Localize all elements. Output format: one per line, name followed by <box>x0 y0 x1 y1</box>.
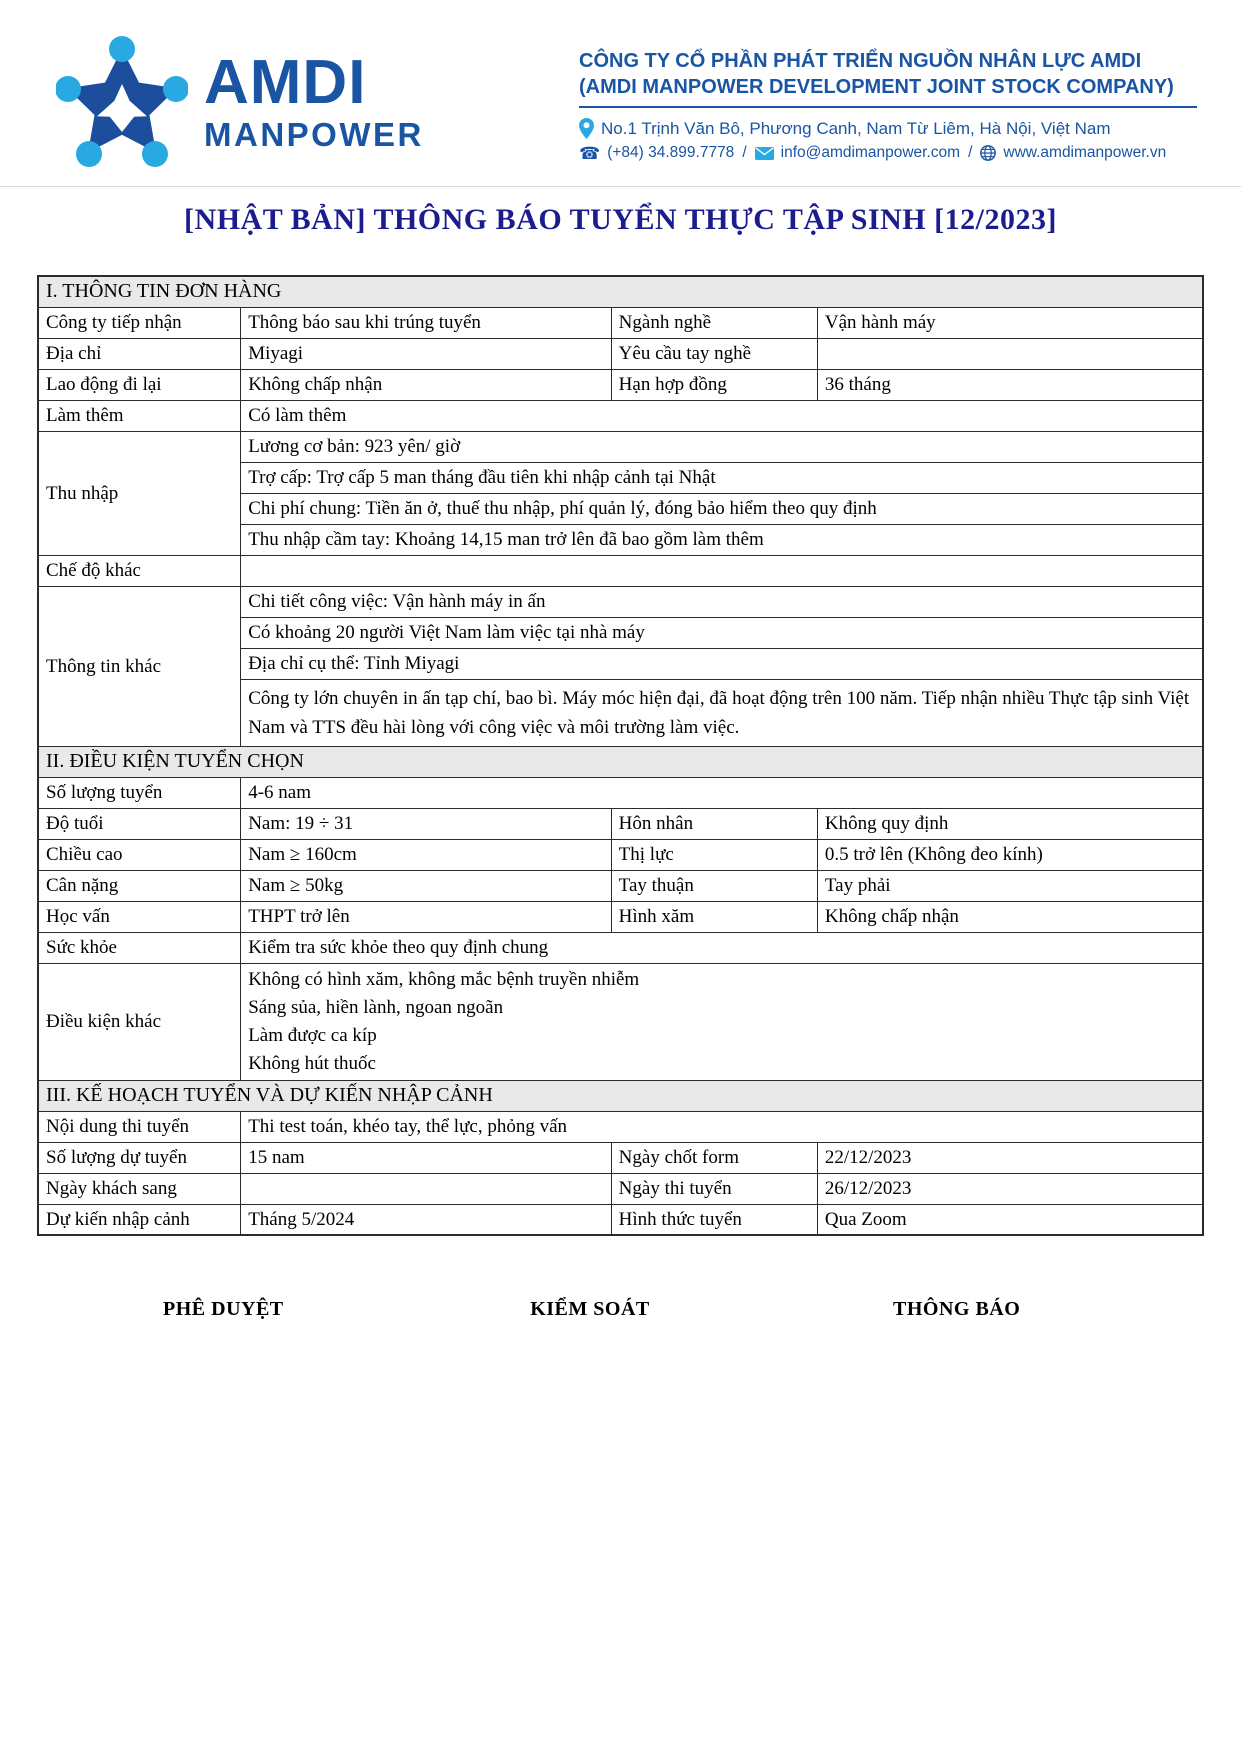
row-value: Nam ≥ 160cm <box>241 839 611 870</box>
section-1-heading: I. THÔNG TIN ĐƠN HÀNG <box>38 276 1203 307</box>
row-label: Độ tuổi <box>38 808 241 839</box>
separator: / <box>968 144 973 161</box>
row-label: Công ty tiếp nhận <box>38 307 241 338</box>
row-value: 22/12/2023 <box>817 1142 1203 1173</box>
other-info-line: Địa chỉ cụ thể: Tỉnh Miyagi <box>241 648 1203 679</box>
recruitment-table <box>37 275 1204 1236</box>
row-label: Ngày khách sang <box>38 1173 241 1204</box>
row-value: Không chấp nhận <box>817 901 1203 932</box>
row-label: Ngày thi tuyển <box>611 1173 817 1204</box>
table-row <box>38 400 1203 431</box>
table-row <box>38 1142 1203 1173</box>
globe-icon <box>980 145 996 161</box>
website-url: www.amdimanpower.vn <box>1003 144 1167 161</box>
row-value: Không chấp nhận <box>241 369 611 400</box>
row-value: Có làm thêm <box>241 400 1203 431</box>
row-value: Thi test toán, khéo tay, thể lực, phỏng vấn <box>241 1111 1203 1142</box>
location-pin-icon <box>579 118 594 139</box>
table-row <box>38 870 1203 901</box>
income-line: Lương cơ bản: 923 yên/ giờ <box>241 431 1203 462</box>
address-row <box>579 118 1197 139</box>
row-label: Học vấn <box>38 901 241 932</box>
phone-icon: ☎ <box>579 143 601 163</box>
table-row <box>38 839 1203 870</box>
row-value: THPT trở lên <box>241 901 611 932</box>
company-name-vietnamese: CÔNG TY CỔ PHẦN PHÁT TRIỂN NGUỒN NHÂN LỰC AMDI <box>579 50 1142 72</box>
row-value <box>241 1173 611 1204</box>
row-label: Ngành nghề <box>611 307 817 338</box>
row-label: Chiều cao <box>38 839 241 870</box>
table-row <box>38 901 1203 932</box>
table-row <box>38 307 1203 338</box>
company-names <box>579 48 1197 108</box>
signature-control: KIỂM SOÁT <box>530 1298 650 1320</box>
row-label: Tay thuận <box>611 870 817 901</box>
row-label: Làm thêm <box>38 400 241 431</box>
table-row <box>38 338 1203 369</box>
row-label: Sức khỏe <box>38 932 241 963</box>
condition-line: Làm được ca kíp <box>248 1024 377 1046</box>
logo-text-manpower: MANPOWER <box>204 116 424 154</box>
envelope-icon <box>755 147 774 160</box>
table-row <box>38 932 1203 963</box>
table-row <box>38 555 1203 586</box>
row-label: Cân nặng <box>38 870 241 901</box>
separator: / <box>742 144 747 161</box>
document-title: [NHẬT BẢN] THÔNG BÁO TUYỂN THỰC TẬP SINH [12/2023] <box>184 203 1057 236</box>
email-address: info@amdimanpower.com <box>780 144 961 161</box>
row-value <box>817 338 1203 369</box>
condition-line: Sáng sủa, hiền lành, ngoan ngoãn <box>248 996 504 1018</box>
row-value: 0.5 trở lên (Không đeo kính) <box>817 839 1203 870</box>
signature-announce: THÔNG BÁO <box>893 1298 1021 1320</box>
table-row <box>38 963 1203 1080</box>
row-value: Qua Zoom <box>817 1204 1203 1235</box>
signature-approve: PHÊ DUYỆT <box>163 1298 284 1320</box>
row-label: Yêu cầu tay nghề <box>611 338 817 369</box>
row-label-thu-nhap: Thu nhập <box>38 431 241 555</box>
company-address: No.1 Trịnh Văn Bô, Phương Canh, Nam Từ Liêm, Hà Nội, Việt Nam <box>601 118 1111 138</box>
income-line: Trợ cấp: Trợ cấp 5 man tháng đầu tiên khi nhập cảnh tại Nhật <box>241 462 1203 493</box>
table-row <box>38 777 1203 808</box>
row-label: Ngày chốt form <box>611 1142 817 1173</box>
page-header <box>0 0 1241 186</box>
row-value: Miyagi <box>241 338 611 369</box>
row-label: Hạn hợp đồng <box>611 369 817 400</box>
contact-row <box>579 144 1197 162</box>
row-label: Hình xăm <box>611 901 817 932</box>
section-2-heading: II. ĐIỀU KIỆN TUYỂN CHỌN <box>38 746 1203 777</box>
table-row <box>38 1204 1203 1235</box>
section-3-heading: III. KẾ HOẠCH TUYỂN VÀ DỰ KIẾN NHẬP CẢNH <box>38 1080 1203 1111</box>
condition-line: Không hút thuốc <box>248 1052 376 1074</box>
row-value: Tháng 5/2024 <box>241 1204 611 1235</box>
row-label: Thị lực <box>611 839 817 870</box>
table-row <box>38 1173 1203 1204</box>
row-value: Không quy định <box>817 808 1203 839</box>
logo-wordmark <box>204 47 424 155</box>
row-label: Số lượng tuyển <box>38 777 241 808</box>
row-label: Chế độ khác <box>38 555 241 586</box>
row-label: Dự kiến nhập cảnh <box>38 1204 241 1235</box>
row-label: Hôn nhân <box>611 808 817 839</box>
table-row <box>38 808 1203 839</box>
row-label: Lao động đi lại <box>38 369 241 400</box>
horizontal-divider <box>0 186 1241 187</box>
amdi-star-logo-icon <box>56 36 188 172</box>
row-value: 15 nam <box>241 1142 611 1173</box>
income-line: Thu nhập cầm tay: Khoảng 14,15 man trở lên đã bao gồm làm thêm <box>241 524 1203 555</box>
phone-number: (+84) 34.899.7778 <box>607 144 735 161</box>
row-value: Kiểm tra sức khỏe theo quy định chung <box>241 932 1203 963</box>
row-label: Hình thức tuyển <box>611 1204 817 1235</box>
row-value: Thông báo sau khi trúng tuyển <box>241 307 611 338</box>
row-value <box>241 555 1203 586</box>
company-logo <box>56 36 424 172</box>
row-value: 26/12/2023 <box>817 1173 1203 1204</box>
row-value: 36 tháng <box>817 369 1203 400</box>
row-value: Vận hành máy <box>817 307 1203 338</box>
other-info-paragraph: Công ty lớn chuyên in ấn tạp chí, bao bì. Máy móc hiện đại, đã hoạt động trên 100 năm. Tiếp nhận nhiều Thực tập sinh Việt Nam và TTS đều hài lòng với công việc và môi trường làm việc. <box>241 679 1203 746</box>
row-value: Nam ≥ 50kg <box>241 870 611 901</box>
table-row <box>38 369 1203 400</box>
row-label-dieu-kien-khac: Điều kiện khác <box>38 963 241 1080</box>
other-conditions-cell <box>241 963 1203 1080</box>
row-label: Số lượng dự tuyển <box>38 1142 241 1173</box>
signature-row <box>40 1298 1140 1321</box>
table-row <box>38 431 1203 462</box>
condition-line: Không có hình xăm, không mắc bệnh truyền nhiễm <box>248 968 640 990</box>
row-label: Địa chỉ <box>38 338 241 369</box>
row-value: Nam: 19 ÷ 31 <box>241 808 611 839</box>
other-info-line: Chi tiết công việc: Vận hành máy in ấn <box>241 586 1203 617</box>
row-value: 4-6 nam <box>241 777 1203 808</box>
logo-text-amdi: AMDI <box>204 47 367 117</box>
table-row <box>38 586 1203 617</box>
company-info <box>579 36 1197 162</box>
row-label-thong-tin-khac: Thông tin khác <box>38 586 241 746</box>
table-row <box>38 1111 1203 1142</box>
income-line: Chi phí chung: Tiền ăn ở, thuế thu nhập, phí quản lý, đóng bảo hiểm theo quy định <box>241 493 1203 524</box>
row-label: Nội dung thi tuyển <box>38 1111 241 1142</box>
row-value: Tay phải <box>817 870 1203 901</box>
other-info-line: Có khoảng 20 người Việt Nam làm việc tại nhà máy <box>241 617 1203 648</box>
company-name-english: (AMDI MANPOWER DEVELOPMENT JOINT STOCK COMPANY) <box>579 76 1174 98</box>
